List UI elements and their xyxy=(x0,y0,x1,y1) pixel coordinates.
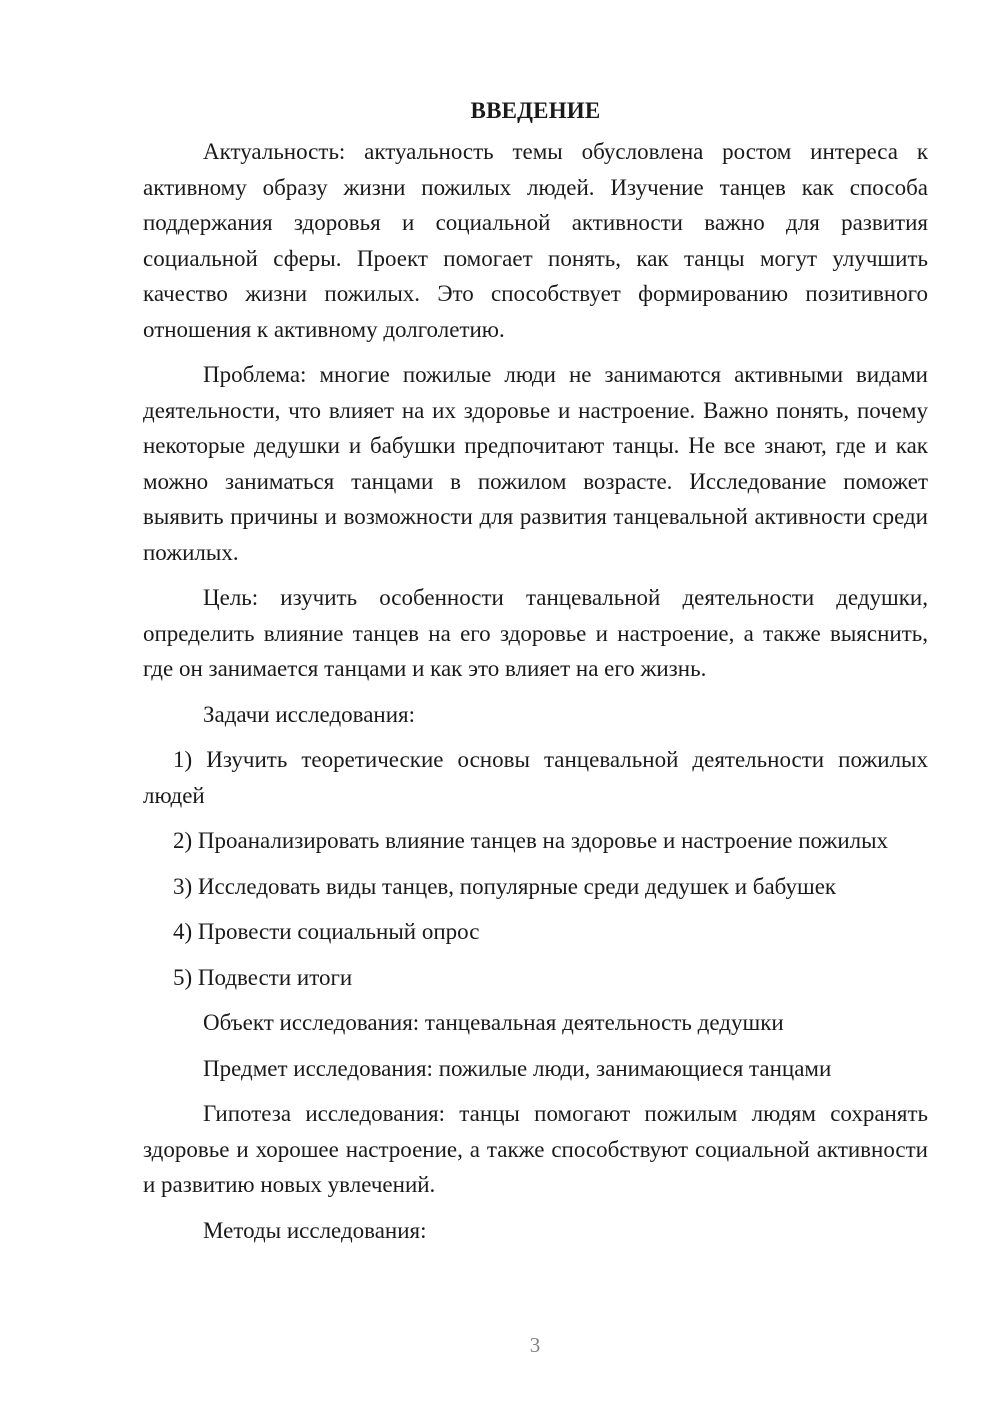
page-content xyxy=(143,93,928,1258)
problem-paragraph: Проблема: многие пожилые люди не занимаются активными видами деятельности, что влияет на их здоровье и настроение. Важно понять, почему некоторые дедушки и бабушки предпочитают танцы. Не все знают, где и как можно заниматься танцами в пожилом возрасте. Исследование поможет выявить причины и возможности для развития танцевальной активности среди пожилых. xyxy=(143,362,928,565)
task-item-3: 3) Исследовать виды танцев, популярные среди дедушек и бабушек xyxy=(173,873,837,899)
goal-paragraph: Цель: изучить особенности танцевальной деятельности дедушки, определить влияние танцев на его здоровье и настроение, а также выяснить, где он занимается танцами и как это влияет на его жизнь. xyxy=(143,585,928,681)
research-subject: Предмет исследования: пожилые люди, занимающиеся танцами xyxy=(203,1055,832,1081)
task-item-5: 5) Подвести итоги xyxy=(173,964,353,990)
tasks-heading: Задачи исследования: xyxy=(203,701,416,727)
methods-heading: Методы исследования: xyxy=(203,1217,427,1243)
task-item-4: 4) Провести социальный опрос xyxy=(173,919,480,944)
page-number: 3 xyxy=(529,1333,541,1357)
task-item-1: 1) Изучить теоретические основы танцевальной деятельности пожилых людей xyxy=(143,747,928,808)
hypothesis-paragraph: Гипотеза исследования: танцы помогают пожилым людям сохранять здоровье и хорошее настроение, а также способствуют социальной активности и развитию новых увлечений. xyxy=(143,1101,928,1197)
task-item-2: 2) Проанализировать влияние танцев на здоровье и настроение пожилых xyxy=(173,828,889,853)
research-object: Объект исследования: танцевальная деятельность дедушки xyxy=(203,1010,784,1035)
page-title: ВВЕДЕНИЕ xyxy=(470,98,601,123)
relevance-paragraph: Актуальность: актуальность темы обусловлена ростом интереса к активному образу жизни пожилых людей. Изучение танцев как способа поддержания здоровья и социальной активности важно для развития социальной сферы. Проект помогает понять, как танцы могут улучшить качество жизни пожилых. Это способствует формированию позитивного отношения к активному долголетию. xyxy=(143,139,928,342)
